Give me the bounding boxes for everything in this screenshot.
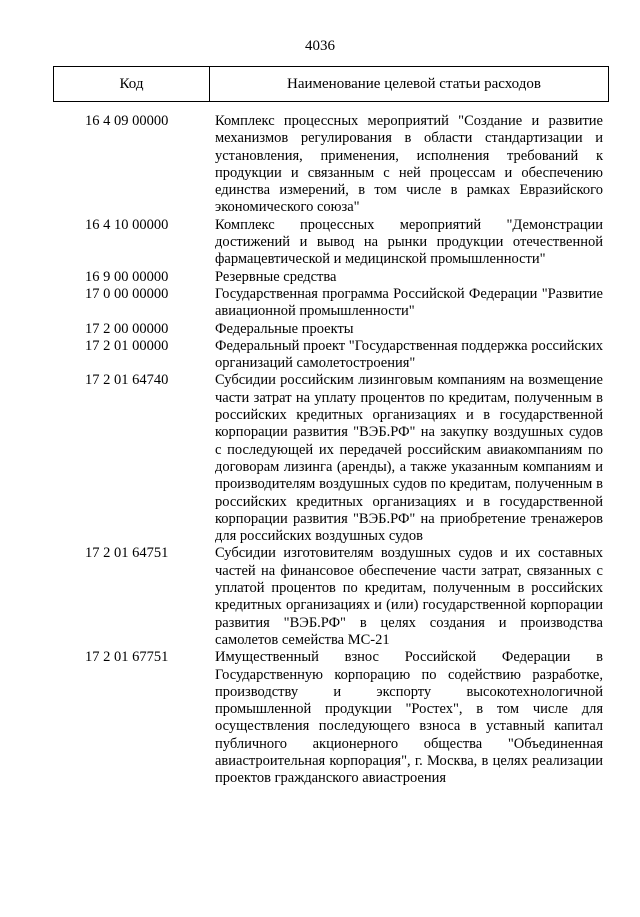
item-name: Субсидии изготовителям воздушных судов и их составных частей на финансовое обеспечение части затрат, связанных с уплатой процентов по кредитам, полученным в российских кредитных организациях и (или) государственной корпорации развития "ВЭБ.РФ" в целях создания и производства самолетов семейства МС-21 [215, 545, 603, 648]
table-row [0, 217, 640, 269]
column-header-code: Код [54, 67, 210, 101]
item-name: Комплекс процессных мероприятий "Демонстрации достижений и вывод на рынки продукции отечественной фармацевтической и медицинской промышленности" [215, 216, 603, 268]
item-code: 17 2 01 64751 [85, 545, 169, 562]
item-name: Государственная программа Российской Федерации "Развитие авиационной промышленности" [215, 285, 603, 320]
table-row [0, 649, 640, 787]
table-row [0, 286, 640, 321]
table-row [0, 113, 640, 217]
item-code: 17 2 01 64740 [85, 372, 169, 389]
item-name: Резервные средства [215, 268, 337, 285]
item-code: 16 4 09 00000 [85, 113, 169, 129]
table-row [0, 338, 640, 373]
item-code: 17 0 00 00000 [85, 285, 169, 302]
table-row [0, 269, 640, 286]
item-name: Федеральный проект "Государственная поддержка российских организаций самолетостроения" [215, 337, 603, 372]
item-code: 17 2 01 67751 [85, 649, 169, 666]
item-code: 16 4 10 00000 [85, 216, 169, 233]
item-name: Комплекс процессных мероприятий "Создание и развитие механизмов регулирования в области стандартизации и установления, применения, исполнения требований к продукции и связанным с ней процессам и обеспечению единства измерений, в том числе в рамках Евразийского экономического союза" [215, 113, 603, 216]
table-header [53, 66, 609, 102]
item-name: Имущественный взнос Российской Федерации в Государственную корпорацию по содействию разработке, производству и экспорту высокотехнологичной промышленной продукции "Ростех", в том числе для осуществления последующего взноса в уставный капитал публичного акционерного общества "Объединенная авиастроительная корпорация", г. Москва, в целях реализации проектов гражданского авиастроения [215, 649, 603, 787]
item-name: Субсидии российским лизинговым компаниям на возмещение части затрат на уплату процентов по кредитам, полученным в российских кредитных организациях и в государственной корпорации развития "ВЭБ.РФ" на закупку воздушных судов с последующей их передачей российским авиакомпаниям по договорам лизинга (аренды), а также указанным компаниям и производителям воздушных судов по кредитам, полученным в российских кредитных организациях и в государственной корпорации развития "ВЭБ.РФ" на приобретение тренажеров для российских воздушных судов [215, 372, 603, 545]
item-code: 17 2 01 00000 [85, 337, 169, 354]
item-code: 16 9 00 00000 [85, 268, 169, 285]
table-row [0, 321, 640, 338]
table-row [0, 372, 640, 545]
item-name: Федеральные проекты [215, 320, 354, 337]
table-row [0, 545, 640, 649]
budget-items-list [0, 113, 640, 788]
column-header-name: Наименование целевой статьи расходов [287, 75, 541, 92]
page-number: 4036 [305, 38, 335, 54]
item-code: 17 2 00 00000 [85, 320, 169, 337]
